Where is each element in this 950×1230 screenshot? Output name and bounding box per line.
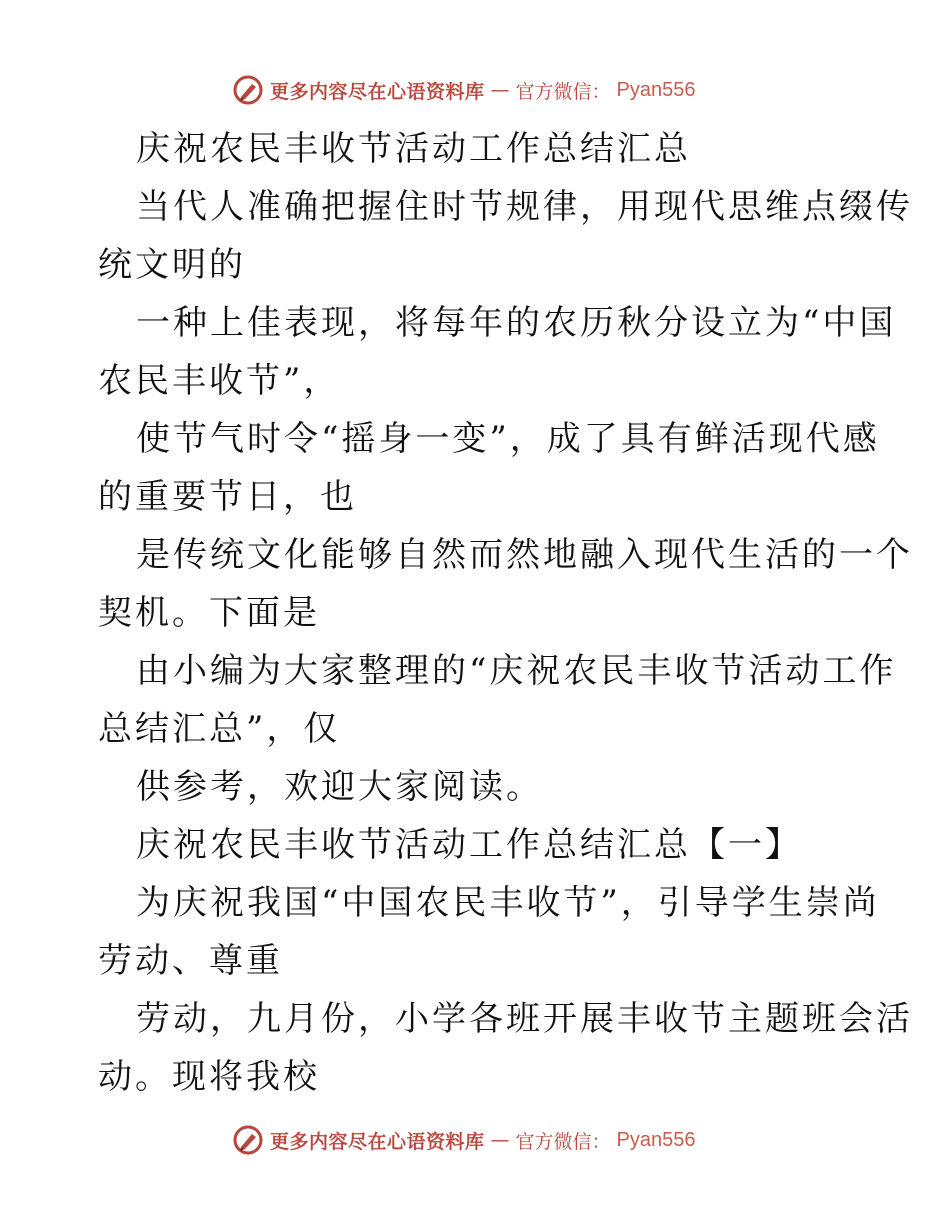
paragraph-line: 契机。下面是: [98, 593, 320, 633]
banner-label: 官方微信：: [515, 80, 611, 103]
pen-logo-icon: [232, 1124, 264, 1156]
header-banner: [232, 72, 696, 108]
banner-label: 官方微信：: [515, 1130, 611, 1153]
paragraph-line: 是传统文化能够自然而然地融入现代生活的一个: [136, 535, 913, 575]
paragraph-line: 劳动，九月份，小学各班开展丰收节主题班会活: [136, 999, 913, 1039]
section-heading: 庆祝农民丰收节活动工作总结汇总【一】: [136, 825, 802, 865]
paragraph-line: 一种上佳表现，将每年的农历秋分设立为“中国: [136, 303, 897, 343]
paragraph-line: 劳动、尊重: [98, 941, 283, 981]
paragraph-line: 的重要节日，也: [98, 477, 357, 517]
wechat-id: Pyan556: [616, 1128, 696, 1151]
paragraph-line: 使节气时令“摇身一变”，成了具有鲜活现代感: [136, 419, 880, 459]
banner-text: 更多内容尽在心语资料库: [270, 1130, 485, 1153]
pen-logo-icon: [232, 74, 264, 106]
document-body: [98, 120, 913, 1106]
paragraph-line: 总结汇总”，仅: [98, 709, 341, 749]
paragraph-line: 为庆祝我国“中国农民丰收节”，引导学生崇尚: [136, 883, 880, 923]
paragraph-line: 供参考，欢迎大家阅读。: [136, 767, 543, 807]
paragraph-line: 统文明的: [98, 245, 246, 285]
paragraph-line: 由小编为大家整理的“庆祝农民丰收节活动工作: [136, 651, 897, 691]
paragraph-line: 动。现将我校: [98, 1057, 320, 1097]
doc-title: 庆祝农民丰收节活动工作总结汇总: [136, 129, 691, 169]
paragraph-line: 农民丰收节”，: [98, 361, 341, 401]
paragraph-line: 当代人准确把握住时节规律，用现代思维点缀传: [136, 187, 913, 227]
banner-text: 更多内容尽在心语资料库: [270, 80, 485, 103]
wechat-id: Pyan556: [616, 78, 696, 101]
banner-dash: —: [490, 1129, 510, 1151]
footer-banner: [232, 1122, 696, 1158]
banner-dash: —: [490, 79, 510, 101]
